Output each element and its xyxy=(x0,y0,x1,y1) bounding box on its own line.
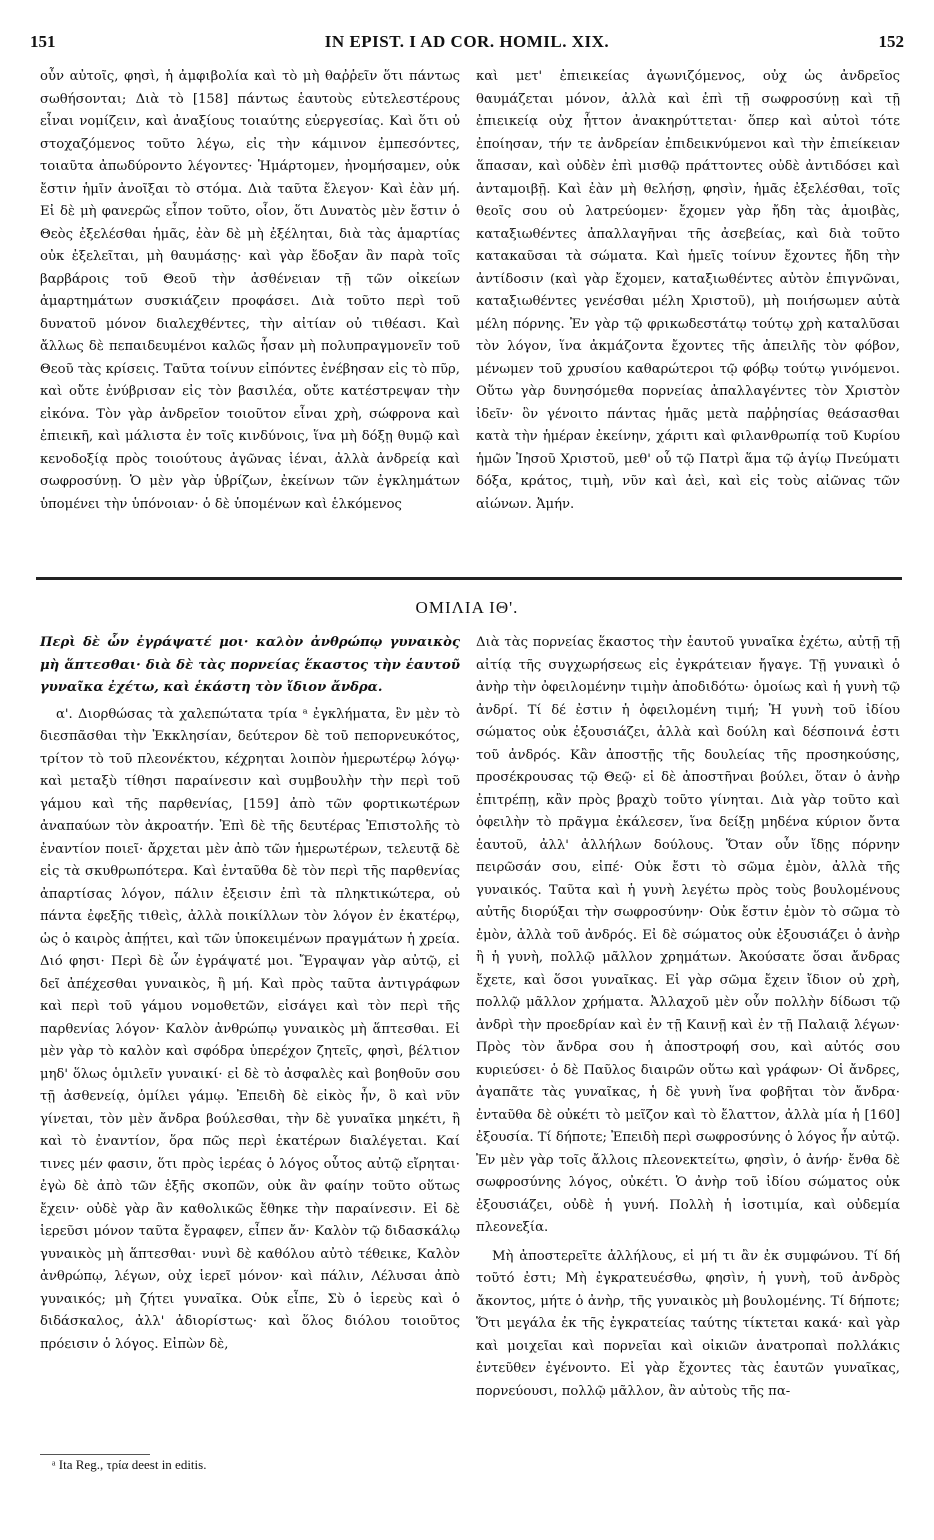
page-number-left: 151 xyxy=(30,32,56,51)
section-divider xyxy=(36,577,902,580)
homily-title: ΟΜΙΛΙΑ ΙΘ'. xyxy=(415,598,519,617)
top-left-column xyxy=(40,66,460,516)
paragraph: οὖν αὐτοῖς, φησὶ, ἡ ἀμφιβολία καὶ τὸ μὴ θαῤῥεῖν ὅτι πάντως σωθήσονται; Διὰ τὸ [158] πάντως ἑαυτοὺς εὐτελεστέρους εἶναι νομίζειν, καὶ ἀναξίους τοιαύτης εὐεργεσίας. Καὶ ὅτι οὐ στοχαζόμενος τοῦτο λέγω, εἰς τὴν κάμινον ἐμπεσόντες, τοιαῦτα ἀπωδύροντο λέγοντες· Ἡμάρτομεν, ἠνομήσαμεν, οὐκ ἔστιν ἡμῖν ἀνοῖξαι τὸ στόμα. Διὰ ταῦτα ἔλεγον· Καὶ ἐὰν μή. Εἰ δὲ μὴ φανερῶς εἶπον τοῦτο, οἷον, ὅτι Δυνατὸς μὲν ἔστιν ὁ Θεὸς ἐξελέσθαι ἡμᾶς, ἐὰν δὲ μὴ ἐξέληται, διὰ τὰς ἁμαρτίας οὐκ ἐξελεῖται, μὴ θαυμάσῃς· καὶ γὰρ ἔδοξαν ἂν παρὰ τοῖς βαρβάροις τοῦ Θεοῦ τὴν ἀσθένειαν τῇ τῶν οἰκείων ἁμαρτημάτων συσκιάζειν προφάσει. Διὰ τοῦτο περὶ τοῦ δυνατοῦ μόνον διαλεχθέντες, τὴν αἰτίαν οὐ τιθέασι. Καὶ ἄλλως δὲ πεπαιδευμένοι καλῶς ἦσαν μὴ πολυπραγμονεῖν τοῦ Θεοῦ τὰς κρίσεις. Ταῦτα τοίνυν εἰπόντες ἐνέβησαν εἰς τὸ πῦρ, καὶ οὔτε ἐνύβρισαν εἰς τὸν βασιλέα, οὔτε κατέστρεψαν τὴν εἰκόνα. Τὸν γὰρ ἀνδρεῖον τοιοῦτον εἶναι χρὴ, σώφρονα καὶ ἐπιεικῆ, καὶ μάλιστα ἐν τοῖς κινδύνοις, ἵνα μὴ δόξῃ θυμῷ καὶ κενοδοξίᾳ πρὸς τοιούτους ἀγῶνας ἰέναι, ἀλλὰ ἀνδρείᾳ καὶ σωφροσύνῃ. Ὁ μὲν γὰρ ὑβρίζων, ἐκείνων τῶν ἐγκλημάτων ὑπομένει τὴν ὑπόνοιαν· ὁ δὲ ὑπομένων καὶ ἑλκόμενος xyxy=(40,69,460,512)
paragraph: καὶ μετ' ἐπιεικείας ἀγωνιζόμενος, οὐχ ὡς ἀνδρεῖος θαυμάζεται μόνον, ἀλλὰ καὶ ἐπὶ τῇ σωφροσύνῃ καὶ τῇ ἐπιεικείᾳ οὐχ ἧττον ἀνακηρύττεται· ὅπερ καὶ αὐτοὶ τότε ἐποίησαν, τήν τε ἀνδρείαν ἐπιδεικνύμενοι καὶ τὴν ἐπιείκειαν ἅπασαν, καὶ οὐδὲν ἐπὶ μισθῷ πράττοντες οὐδὲ ἀντιδόσει καὶ ἀνταμοιβῇ. Καὶ ἐὰν μὴ θελήσῃ, φησὶν, ἡμᾶς ἐξελέσθαι, τοῖς θεοῖς σου οὐ λατρεύομεν· ἔχομεν γὰρ ἤδη τὰς ἀμοιβὰς, καταξιωθέντες ἀπαλλαγῆναι τῆς ἀσεβείας, καὶ διὰ τοῦτο κατακαῦσαι τὰ σώματα. Καὶ ἡμεῖς τοίνυν ἔχοντες ἤδη τὴν ἀντίδοσιν (καὶ γὰρ ἔχομεν, καταξιωθέντες αὐτὸν ἐπιγνῶναι, καταξιωθέντες γενέσθαι μέλη Χριστοῦ), μὴ ποιήσωμεν αὐτὰ μέλη πόρνης. Ἐν γὰρ τῷ φρικωδεστάτῳ τούτῳ χρὴ καταλῦσαι τὸν λόγον, ἵνα ἀκμάζοντα ἔχοντες τῆς ἀπειλῆς τὸν φόβον, μένωμεν τοῦ χρυσίου καθαρώτεροι τῷ φόβῳ τούτῳ γινόμενοι. Οὕτω γὰρ δυνησόμεθα πορνείας ἀπαλλαγέντες τὸν Χριστὸν ἰδεῖν· ὃν γένοιτο πάντας ἡμᾶς μετὰ παῤῥησίας θεάσασθαι κατὰ τὴν ἡμέραν ἐκείνην, χάριτι καὶ φιλανθρωπίᾳ τοῦ Κυρίου ἡμῶν Ἰησοῦ Χριστοῦ, μεθ' οὗ τῷ Πατρὶ ἅμα τῷ ἁγίῳ Πνεύματι δόξα, κράτος, τιμὴ, νῦν καὶ ἀεὶ, καὶ εἰς τοὺς αἰῶνας τῶν αἰώνων. Ἀμήν. xyxy=(476,69,900,512)
footnote-rule xyxy=(40,1454,150,1455)
running-header xyxy=(30,30,904,54)
page-number-right: 152 xyxy=(878,32,904,51)
top-right-column xyxy=(476,66,900,516)
paragraph: α'. Διορθώσας τὰ χαλεπώτατα τρία ᵃ ἐγκλήματα, ἓν μὲν τὸ διεσπᾶσθαι τὴν Ἐκκλησίαν, δεύτερον δὲ τοῦ πεπορνευκότος, τρίτον τὸ τοῦ πλεονέκτου, κέχρηται λοιπὸν ἡμερωτέρῳ λόγῳ· καὶ μεταξὺ τίθησι παραίνεσιν καὶ συμβουλὴν τὴν περὶ τοῦ γάμου καὶ τῆς παρθενίας, [159] ἀπὸ τῶν φορτικωτέρων ἀναπαύων τὸν ἀκροατήν. Ἐπὶ δὲ τῆς δευτέρας Ἐπιστολῆς τὸ ἐναντίον ποιεῖ· ἄρχεται μὲν ἀπὸ τῶν ἡμερωτέρων, τελευτᾷ δὲ εἰς τὰ σκυθρωπότερα. Καὶ ἐνταῦθα δὲ τὸν περὶ τῆς παρθενίας ἀπαρτίσας λόγον, πάλιν ἐξεισιν ἐπὶ τὰ πληκτικώτερα, οὐ πάντα ἐφεξῆς τιθεὶς, ἀλλὰ ποικίλλων τὸν λόγον ἐν ἑκατέρῳ, ὡς ὁ καιρὸς ἀπῄτει, καὶ τῶν ὑποκειμένων πραγμάτων ἡ χρεία. Διό φησι· Περὶ δὲ ὧν ἐγράψατέ μοι. Ἔγραψαν γὰρ αὐτῷ, εἰ δεῖ ἀπέχεσθαι γυναικὸς, ἢ μή. Καὶ πρὸς ταῦτα ἀντιγράφων καὶ περὶ τοῦ γάμου νομοθετῶν, εἰσάγει καὶ τὸν περὶ τῆς παρθενίας λόγον· Καλὸν ἀνθρώπῳ γυναικὸς μὴ ἅπτεσθαι. Εἰ μὲν γὰρ τὸ καλὸν καὶ σφόδρα ὑπερέχον ζητεῖς, φησὶ, βέλτιον μηδ' ὅλως ὁμιλεῖν γυναικί· εἰ δὲ τὸ ἀσφαλὲς καὶ βοηθοῦν σου τῇ ἀσθενείᾳ, ὁμίλει γάμῳ. Ἐπειδὴ δὲ εἰκὸς ἦν, ὃ καὶ νῦν γίνεται, τὸν μὲν ἄνδρα βούλεσθαι, τὴν δὲ γυναῖκα μηκέτι, ἢ καὶ τὸ ἐναντίον, ὅρα πῶς περὶ ἑκατέρων διαλέγεται. Καί τινες μέν φασιν, ὅτι πρὸς ἱερέας ὁ λόγος οὗτος αὐτῷ εἴρηται· ἐγὼ δὲ ἀπὸ τῶν ἑξῆς σκοπῶν, οὐκ ἂν φαίην τοῦτο οὕτως ἔχειν· οὐδὲ γὰρ ἂν καθολικῶς ἔθηκε τὴν παραίνεσιν. Εἰ δὲ ἱερεῦσι μόνον ταῦτα ἔγραφεν, εἶπεν ἄν· Καλὸν τῷ διδασκάλῳ γυναικὸς μὴ ἅπτεσθαι· νυνὶ δὲ καθόλου αὐτὸ τέθεικε, Καλὸν ἀνθρώπῳ, λέγων, οὐχ ἱερεῖ μόνον· καὶ πάλιν, Λέλυσαι ἀπὸ γυναικός; μὴ ζήτει γυναῖκα. Οὐκ εἶπε, Σὺ ὁ ἱερεὺς καὶ ὁ διδάσκαλος, ἀλλ' ἀδιορίστως· καὶ ὅλος διόλου τοιοῦτος πρόεισιν ὁ λόγος. Εἰπὼν δὲ, xyxy=(40,706,460,1352)
scripture-lemma: Περὶ δὲ ὧν ἐγράψατέ μοι· καλὸν ἀνθρώπῳ γυναικὸς μὴ ἅπτεσθαι· διὰ δὲ τὰς πορνείας ἕκαστος τὴν ἑαυτοῦ γυναῖκα ἐχέτω, καὶ ἑκάστη τὸν ἴδιον ἄνδρα. xyxy=(40,635,460,695)
bottom-left-column xyxy=(40,632,460,1356)
paragraph: Διὰ τὰς πορνείας ἕκαστος τὴν ἑαυτοῦ γυναῖκα ἐχέτω, αὐτῇ τῇ αἰτίᾳ τῆς συγχωρήσεως εἰς ἐγκράτειαν ἤγαγε. Τῇ γυναικὶ ὁ ἀνὴρ τὴν ὀφειλομένην τιμὴν ἀποδιδότω· ὁμοίως καὶ ἡ γυνὴ τῷ ἀνδρί. Τί δέ ἐστιν ἡ ὀφειλομένη τιμή; Ἡ γυνὴ τοῦ ἰδίου σώματος οὐκ ἐξουσιάζει, ἀλλὰ καὶ δούλη καὶ δέσποινά ἐστι τοῦ ἀνδρός. Κἂν ἀποστῇς τῆς δουλείας τῆς προσηκούσης, προσέκρουσας τῷ Θεῷ· εἰ δὲ ἀποστῆναι βούλει, ὅταν ὁ ἀνὴρ ἐπιτρέπῃ, κἂν πρὸς βραχὺ τοῦτο γίνηται. Διὰ γὰρ τοῦτο καὶ ὀφειλὴν τὸ πρᾶγμα ἐκάλεσεν, ἵνα δείξῃ μηδένα κύριον ὄντα ἑαυτοῦ, ἀλλ' ἀλλήλων δούλους. Ὅταν οὖν ἴδῃς πόρνην πειρῶσάν σου, εἰπέ· Οὐκ ἔστι τὸ σῶμα ἐμὸν, ἀλλὰ τῆς γυναικός. Ταῦτα καὶ ἡ γυνὴ λεγέτω πρὸς τοὺς βουλομένους αὐτῆς διορύξαι τὴν σωφροσύνην· Οὐκ ἔστιν ἐμὸν τὸ σῶμα τὸ ἐμὸν, ἀλλὰ τοῦ ἀνδρός. Εἰ δὲ σώματος οὐκ ἐξουσιάζει ὁ ἀνὴρ ἢ ἡ γυνὴ, πολλῷ μᾶλλον χρημάτων. Ἀκούσατε ὅσαι ἄνδρας ἔχετε, καὶ ὅσοι γυναῖκας. Εἰ γὰρ σῶμα ἔχειν ἴδιον οὐ χρὴ, πολλῷ μᾶλλον χρήματα. Ἀλλαχοῦ μὲν οὖν πολλὴν δίδωσι τῷ ἀνδρὶ τὴν προεδρίαν καὶ ἐν τῇ Καινῇ καὶ ἐν τῇ Παλαιᾷ λέγων· Πρὸς τὸν ἄνδρα σου ἡ ἀποστροφή σου, καὶ αὐτός σου κυριεύσει· ὁ δὲ Παῦλος διαιρῶν οὕτω καὶ γράφων· Οἱ ἄνδρες, ἀγαπᾶτε τὰς γυναῖκας, ἡ δὲ γυνὴ ἵνα φοβῆται τὸν ἄνδρα· ἐνταῦθα δὲ οὐκέτι τὸ μεῖζον καὶ τὸ ἔλαττον, ἀλλὰ μία ἡ [160] ἐξουσία. Τί δήποτε; Ἐπειδὴ περὶ σωφροσύνης ὁ λόγος ἦν αὐτῷ. Ἐν μὲν γὰρ τοῖς ἄλλοις πλεονεκτείτω, φησὶν, ὁ ἀνήρ· ἔνθα δὲ σωφροσύνης λόγος, οὐκέτι. Ὁ ἀνὴρ τοῦ ἰδίου σώματος οὐκ ἐξουσιάζει, οὐδὲ ἡ γυνή. Πολλὴ ἡ ἰσοτιμία, καὶ οὐδεμία πλεονεξία. xyxy=(476,635,900,1235)
paragraph: Μὴ ἀποστερεῖτε ἀλλήλους, εἰ μή τι ἂν ἐκ συμφώνου. Τί δή τοῦτό ἐστι; Μὴ ἐγκρατευέσθω, φησὶν, ἡ γυνὴ, τοῦ ἀνδρὸς ἄκοντος, μήτε ὁ ἀνὴρ, τῆς γυναικὸς μὴ βουλομένης. Τί δήποτε; Ὅτι μεγάλα ἐκ τῆς ἐγκρατείας ταύτης τίκτεται κακά· καὶ γὰρ καὶ μοιχεῖαι καὶ πορνεῖαι καὶ οἰκιῶν ἀνατροπαὶ πολλάκις ἐντεῦθεν ἐγένοντο. Εἰ γὰρ ἔχοντες τὰς ἑαυτῶν γυναῖκας, πορνεύουσι, πολλῷ μᾶλλον, ἂν αὐτοὺς τῆς πα- xyxy=(476,1248,900,1399)
bottom-right-column xyxy=(476,632,900,1403)
running-title: IN EPIST. I AD COR. HOMIL. XIX. xyxy=(324,32,610,51)
footnote: ᵃ Ita Reg., τρία deest in editis. xyxy=(52,1457,207,1472)
